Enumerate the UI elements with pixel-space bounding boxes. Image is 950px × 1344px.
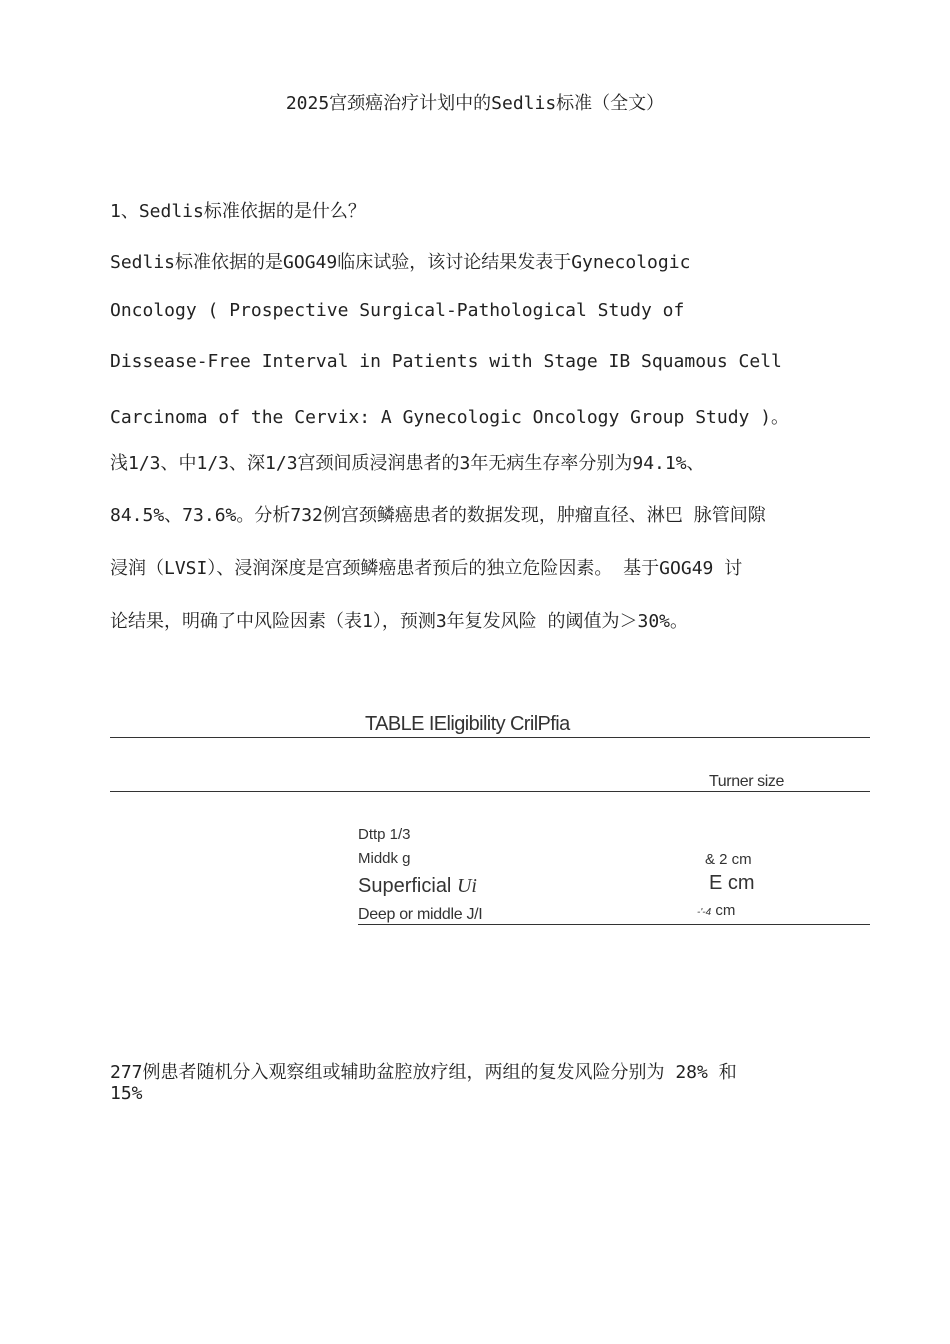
- paragraph-line: 浅1/3、中1/3、深1/3宫颈间质浸润患者的3年无病生存率分别为94.1%、: [110, 453, 705, 474]
- table-cell-size-fragment: -'-4: [697, 907, 712, 918]
- table-cell-size-unit: cm: [715, 902, 736, 919]
- table-cell-depth-italic: Ui: [456, 875, 477, 897]
- table-cell-depth: [358, 875, 477, 898]
- table-cell-size: & 2 cm: [705, 851, 752, 868]
- paragraph-line: Dissease-Free Interval in Patients with Stage IB Squamous Cell: [110, 351, 782, 372]
- table-cell-depth: Deep or middle J/I: [358, 906, 483, 923]
- table-cell-size: [697, 902, 735, 919]
- question-heading: 1、Sedlis标准依据的是什么？: [110, 201, 366, 222]
- table-top-rule: [110, 737, 870, 738]
- paragraph-line: 浸润（LVSI）、浸润深度是宫颈鳞癌患者预后的独立危险因素。 基于GOG49 讨: [110, 558, 743, 579]
- paragraph-line: 277例患者随机分入观察组或辅助盆腔放疗组，两组的复发风险分别为 28% 和: [110, 1062, 737, 1083]
- paragraph-line: 84.5%、73.6%。分析732例宫颈鳞癌患者的数据发现，肿瘤直径、淋巴 脉管间隙: [110, 505, 766, 526]
- table-column-header: Turner size: [709, 773, 785, 790]
- table-cell-size: E cm: [709, 872, 755, 894]
- table-header-rule: [110, 791, 870, 792]
- table-bottom-rule: [358, 924, 870, 925]
- table-cell-depth: Dttp 1/3: [358, 826, 411, 843]
- paragraph-line: Carcinoma of the Cervix: A Gynecologic Oncology Group Study )。: [110, 407, 790, 428]
- table-cell-depth: Middk g: [358, 850, 411, 867]
- paragraph-line: Sedlis标准依据的是GOG49临床试验，该讨论结果发表于Gynecologic: [110, 252, 691, 273]
- paragraph-line: 论结果，明确了中风险因素（表1），预测3年复发风险 的阈值为＞30%。: [110, 611, 689, 632]
- table-title: TABLE IEligibility CrilPfia: [365, 713, 570, 735]
- table-cell-depth-text: Superficial: [358, 875, 452, 897]
- document-title: 2025宫颈癌治疗计划中的Sedlis标准（全文）: [285, 93, 665, 114]
- paragraph-line: 15%: [110, 1083, 143, 1104]
- paragraph-line: Oncology ( Prospective Surgical-Pathological Study of: [110, 300, 685, 321]
